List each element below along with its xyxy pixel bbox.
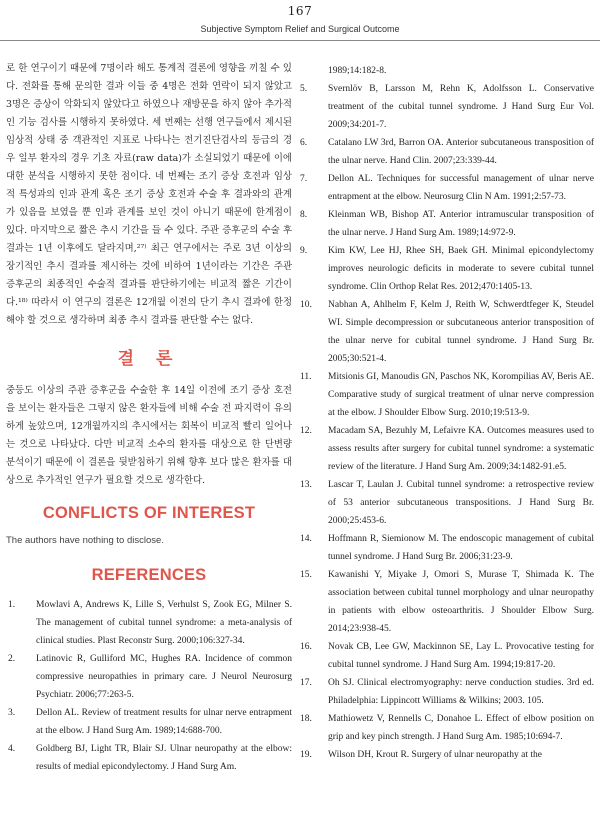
reference-item — [298, 80, 594, 134]
reference-text: Catalano LW 3rd, Barron OA. Anterior subcutaneous transposition of the ulnar nerve. Hand Clin. 2007;23:339-44. — [328, 138, 594, 166]
reference-item — [6, 740, 292, 776]
reference-number: 10. — [300, 300, 312, 310]
reference-text: Kim KW, Lee HJ, Rhee SH, Baek GH. Minimal epicondylectomy improves neurologic deficits in moderate to severe cubital tunnel syndrome. Clin Orthop Relat Res. 2012;470:1405-13. — [328, 246, 594, 292]
reference-text: Mathiowetz V, Rennells C, Donahoe L. Effect of elbow position on grip and key pinch strength. J Hand Surg Am. 1985;10:694-7. — [328, 714, 594, 742]
page-number: 167 — [287, 4, 313, 18]
running-title: Subjective Symptom Relief and Surgical Outcome — [200, 24, 400, 34]
reference-list-left — [6, 596, 292, 776]
reference-text: Wilson DH, Krout R. Surgery of ulnar neuropathy at the — [328, 750, 542, 760]
reference-number: 2. — [8, 654, 16, 664]
reference-item — [298, 710, 594, 746]
conflicts-text: The authors have nothing to disclose. — [6, 535, 164, 546]
reference-number: 14. — [300, 534, 312, 544]
reference-item — [298, 422, 594, 476]
reference-number: 19. — [300, 750, 312, 760]
reference-number: 9. — [300, 246, 308, 256]
reference-text: Dellon AL. Review of treatment results for ulnar nerve entrapment at the elbow. J Hand Surg Am. 1989;14:688-700. — [36, 708, 292, 736]
reference-number: 12. — [300, 426, 312, 436]
reference-text: Novak CB, Lee GW, Mackinnon SE, Lay L. Provocative testing for cubital tunnel syndrome. J Hand Surg Am. 1994;19:817-20. — [328, 642, 594, 670]
reference-number: 7. — [300, 174, 308, 184]
reference-item — [298, 674, 594, 710]
reference-text: Kawanishi Y, Miyake J, Omori S, Murase T, Shimada K. The association between cubital tunnel morphology and ulnar neuropathy in patients with elbow osteoarthritis. J Shoulder Elbow Surg. 2014;23:938-45. — [328, 570, 594, 634]
reference-number: 6. — [300, 138, 308, 148]
reference-text: Kleinman WB, Bishop AT. Anterior intramuscular transposition of the ulnar nerve. J Hand Surg Am. 1989;14:972-9. — [328, 210, 594, 238]
reference-text: Dellon AL. Techniques for successful management of ulnar nerve entrapment at the elbow. Neurosurg Clin N Am. 1991;2:57-73. — [328, 174, 594, 202]
reference-item — [298, 368, 594, 422]
reference-number: 3. — [8, 708, 16, 718]
conflicts-heading: CONFLICTS OF INTEREST — [42, 504, 256, 522]
reference-item — [298, 746, 594, 764]
reference-item — [298, 566, 594, 638]
reference-text: Mowlavi A, Andrews K, Lille S, Verhulst S, Zook EG, Milner S. The management of cubital tunnel syndrome: a meta-analysis of clinical studies. Plast Reconstr Surg. 2000;106:327-34. — [36, 600, 292, 646]
reference-number: 4. — [8, 744, 16, 754]
references-heading: REFERENCES — [91, 566, 207, 584]
reference-item — [6, 596, 292, 650]
reference-item — [298, 134, 594, 170]
reference-number: 11. — [300, 372, 312, 382]
right-column — [298, 62, 594, 764]
header-rule — [0, 40, 600, 41]
reference-item — [298, 206, 594, 242]
reference-number: 15. — [300, 570, 312, 580]
reference-number: 18. — [300, 714, 312, 724]
reference-number: 8. — [300, 210, 308, 220]
reference-text: Goldberg BJ, Light TR, Blair SJ. Ulnar neuropathy at the elbow: results of medial epicondylectomy. J Hand Surg Am. — [36, 744, 292, 772]
reference-text: Hoffmann R, Siemionow M. The endoscopic management of cubital tunnel syndrome. J Hand Surg Br. 2006;31:23-9. — [328, 534, 594, 562]
reference-text: Macadam SA, Bezuhly M, Lefaivre KA. Outcomes measures used to assess results after surgery for cubital tunnel syndrome: a systematic review of the literature. J Hand Surg Am. 2009;34:1482-91.e5. — [328, 426, 594, 472]
reference-number: 1. — [8, 600, 16, 610]
reference-text: Svernlöv B, Larsson M, Rehn K, Adolfsson L. Conservative treatment of the cubital tunnel syndrome. J Hand Surg Eur Vol. 2009;34:201-7. — [328, 84, 594, 130]
reference-list-right — [298, 62, 594, 764]
reference-item — [6, 650, 292, 704]
reference-text: Mitsionis GI, Manoudis GN, Paschos NK, Korompilias AV, Beris AE. Comparative study of surgical treatment of ulnar nerve compression at the elbow. J Shoulder Elbow Surg. 2010;19:513-9. — [328, 372, 594, 418]
reference-item — [298, 530, 594, 566]
reference-number: 5. — [300, 84, 308, 94]
left-column — [6, 60, 292, 776]
reference-item — [6, 704, 292, 740]
reference-text: Oh SJ. Clinical electromyography: nerve conduction studies. 3rd ed. Philadelphia: Lippincott Williams & Wilkins; 2003. 105. — [328, 678, 594, 706]
conclusion-heading: 결 론 — [117, 349, 181, 369]
reference-text: Latinovic R, Gulliford MC, Hughes RA. Incidence of common compressive neuropathies in primary care. J Neurol Neurosurg Psychiatr. 2006;77:263-5. — [36, 654, 292, 700]
reference-item — [298, 242, 594, 296]
reference-text: 1989;14:182-8. — [328, 66, 387, 76]
reference-continuation — [298, 62, 594, 80]
reference-text: Nabhan A, Ahlhelm F, Kelm J, Reith W, Schwerdtfeger K, Steudel WI. Simple decompression or subcutaneous anterior transposition of the ulnar nerve for cubital tunnel syndrome. J Hand Surg Br. 2005;30:521-4. — [328, 300, 594, 364]
reference-number: 16. — [300, 642, 312, 652]
reference-item — [298, 476, 594, 530]
reference-item — [298, 296, 594, 368]
discussion-paragraph: 로 한 연구이기 때문에 7명이라 해도 통계적 결론에 영향을 끼칠 수 있다. 전화를 통해 문의한 결과 이들 중 4명은 전화 연락이 되지 않았고 3명은 증상이 악화되지 않았다고 하였으나 재방문을 하지 않아 추가적인 기능 검사를 시행하지 못하였다. 세 번째는 선행 연구들에서 제시된 임상적 상태 중 객관적인 지표로 나타나는 전기진단검사의 등급의 경우 일부 환자의 경우 기초 자료(raw data)가 소실되었기 때문에 이에 대한 분석을 시행하지 못한 점이다. 네 번째는 조기 증상 호전과 임상적 특성과의 인과 관계 혹은 조기 증상 호전과 수술 후 결과와의 관계가 있음을 보였을 뿐 인과 관계를 보인 것이 아니기 때문에 한계점이 있다. 마지막으로 짧은 추시 기간을 들 수 있다. 주관 증후군의 수술 후 결과는 1년 이후에도 달라지며,²⁷⁾ 최근 연구에서는 주로 3년 이상의 장기적인 추시 결과를 제시하는 것에 비하여 1년이라는 기간은 주관 증후군의 최종적인 수술적 결과를 판단하기에는 비교적 짧은 기간이다.¹⁸⁾ 따라서 이 연구의 결론은 12개월 이전의 단기 추시 결과에 한정해야 할 것으로 생각하며 최종 추시 결과를 판단할 수는 없다. — [6, 63, 292, 326]
conclusion-paragraph: 중등도 이상의 주관 증후군을 수술한 후 14일 이전에 조기 증상 호전을 보이는 환자들은 그렇지 않은 환자들에 비해 수술 전 파지력이 유의하게 높았으며, 12개월까지의 추시에서는 회복이 비교적 빨리 일어나는 것으로 나타났다. 다만 비교적 소수의 환자를 대상으로 한 단변량 분석이기 때문에 이 결론을 뒷받침하기 위해 향후 보다 많은 환자를 대상으로 추가적인 연구가 필요할 것으로 생각한다. — [6, 385, 292, 486]
reference-number: 17. — [300, 678, 312, 688]
reference-item — [298, 638, 594, 674]
reference-text: Lascar T, Laulan J. Cubital tunnel syndrome: a retrospective review of 53 anterior subcutaneous transpositions. J Hand Surg Br. 2000;25:453-6. — [328, 480, 594, 526]
reference-item — [298, 170, 594, 206]
reference-number: 13. — [300, 480, 312, 490]
